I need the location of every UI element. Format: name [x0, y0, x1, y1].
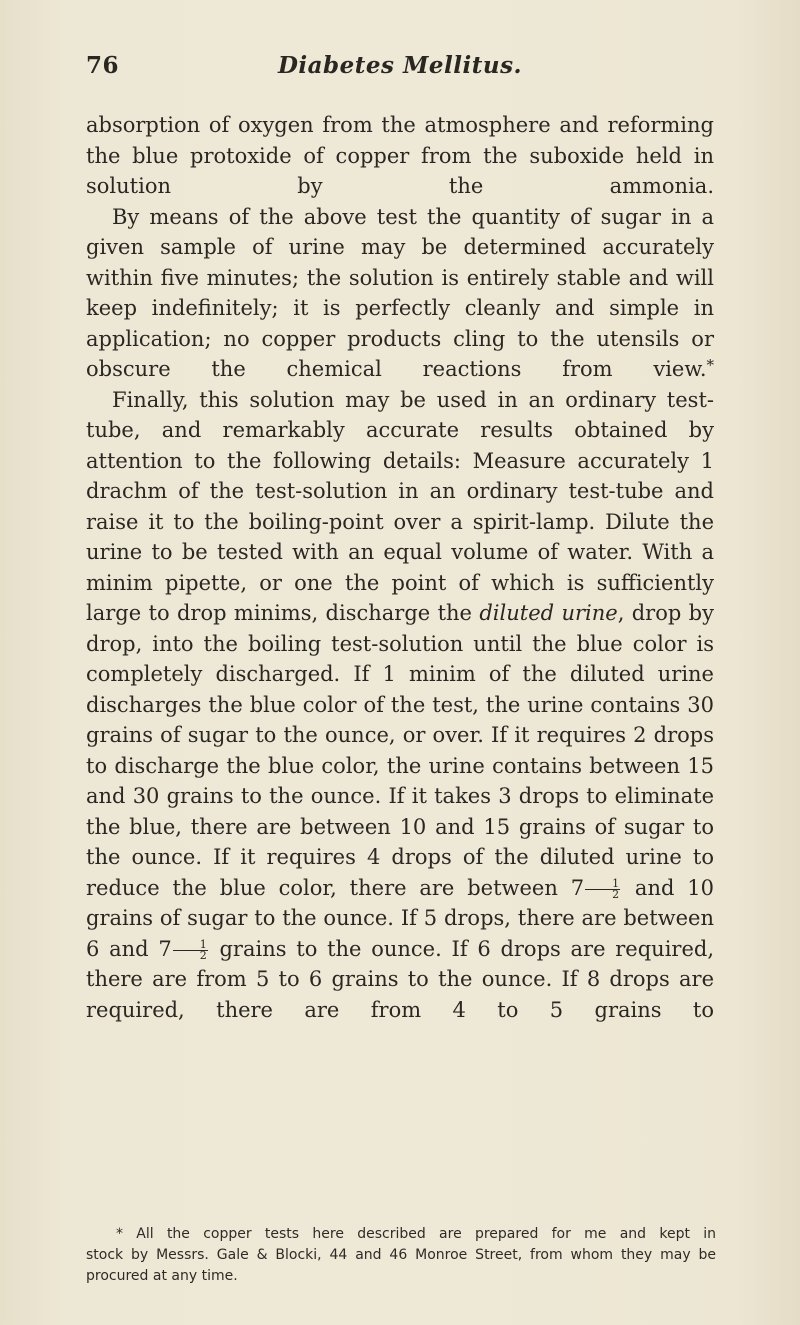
emphasis-diluted-urine: diluted urine	[479, 601, 618, 625]
fraction-one-half	[585, 876, 620, 901]
fraction-denominator: 2	[612, 887, 620, 901]
paragraph-procedure-text-d: grains to the ounce. If 6 drops are required, there are from 5 to 6 grains to the ounce. If 8 drops are required, there are from 4 to 5 grains to	[86, 936, 715, 1022]
footnote-text-rest: stock by Messrs. Gale & Blocki, 44 and 46 Monroe Street, from whom they may be procured at any time.	[86, 1247, 716, 1284]
paragraph-procedure-text-a: Finally, this solution may be used in an ordinary test-tube, and remarkably accurate results obtained by attention to the following details: Measure accurately 1 drachm of the test-solution in an ordinary test-tube and raise it to the boiling-point over a spirit-lamp. Dilute the urine to be tested with an equal volume of water. With a minim pipette, or one the point of which is sufficiently large to drop minims, discharge the	[86, 387, 714, 625]
page-number: 76	[86, 52, 120, 79]
mixed-number-whole: 7	[570, 875, 585, 900]
fraction-one-half	[173, 937, 208, 962]
body-text	[86, 110, 714, 1025]
fraction-denominator: 2	[199, 948, 207, 962]
footnote-text-first: All the copper tests here described are prepared for me and kept in	[136, 1226, 717, 1242]
footnote	[86, 1224, 716, 1287]
page-header	[86, 52, 714, 88]
footnote-mark: *	[116, 1226, 123, 1242]
paragraph-procedure-text-b: , drop by drop, into the boiling test-solution until the blue color is completely discharged. If 1 minim of the diluted urine discharges the blue color of the test, the urine contains 30 grains of sugar to the ounce, or over. If it requires 2 drops to discharge the blue color, the urine contains between 15 and 30 grains to the ounce. If it takes 3 drops to eliminate the blue, there are between 10 and 15 grains of sugar to the ounce. If it requires 4 drops of the diluted urine to reduce the blue color, there are between	[86, 601, 714, 900]
footnote-line-first	[86, 1224, 716, 1245]
running-title: Diabetes Mellitus.	[277, 52, 523, 79]
fraction-numerator: 1	[173, 940, 208, 951]
paragraph-test-means-text: By means of the above test the quantity of sugar in a given sample of urine may be determined accurately within five minutes; the solution is entirely stable and will keep indefinitely; it is perfectly cleanly and simple in application; no copper products cling to the utensils or obscure the chemical reactions from view.	[86, 204, 714, 381]
mixed-number-seven-half	[571, 876, 622, 900]
paragraph-absorption	[86, 110, 714, 202]
footnote-reference-mark: *	[706, 356, 714, 374]
fraction-numerator: 1	[585, 879, 620, 890]
paragraph-test-means	[86, 202, 714, 385]
paragraph-absorption-text: absorption of oxygen from the atmosphere and reforming the blue protoxide of copper from the suboxide held in solution by the ammonia.	[86, 113, 714, 198]
footnote-line-rest	[86, 1245, 716, 1287]
mixed-number-whole: 7	[158, 936, 172, 961]
paragraph-procedure-text-c: and 10 grains of sugar to the ounce. If 5 drops, there are between 6 and	[86, 875, 714, 961]
paragraph-procedure	[86, 385, 714, 1026]
mixed-number-seven-half	[158, 937, 209, 961]
